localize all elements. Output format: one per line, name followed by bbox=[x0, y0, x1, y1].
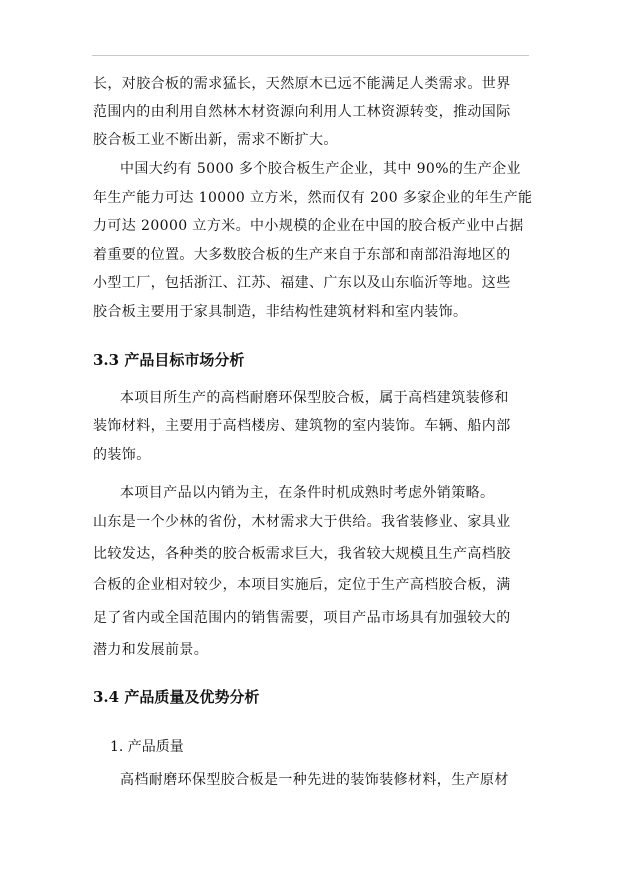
text-line: 年生产能力可达 10000 立方米，然而仅有 200 多家企业的年生产能 bbox=[93, 190, 533, 206]
text-line: 着重要的位置。大多数胶合板的生产来自于东部和南部沿海地区的 bbox=[93, 247, 511, 263]
text-line: 本项目产品以内销为主，在条件时机成熟时考虑外销策略。 bbox=[120, 485, 495, 501]
section-heading-3-4: 3.4 产品质量及优势分析 bbox=[93, 688, 260, 706]
text-line: 长，对胶合板的需求猛长，天然原木已远不能满足人类需求。世界 bbox=[93, 76, 511, 92]
text-line: 范围内的由利用自然林木材资源向利用人工林资源转变，推动国际 bbox=[93, 104, 511, 120]
text-line: 山东是一个少林的省份，木材需求大于供给。我省装修业、家具业 bbox=[93, 514, 511, 530]
text-line: 比较发达，各种类的胶合板需求巨大，我省较大规模且生产高档胶 bbox=[93, 546, 511, 562]
header-rule bbox=[92, 55, 529, 56]
text-line: 的装饰。 bbox=[93, 447, 151, 463]
text-line: 力可达 20000 立方米。中小规模的企业在中国的胶合板产业中占据 bbox=[93, 218, 524, 234]
text-line: 潜力和发展前景。 bbox=[93, 642, 209, 658]
text-line: 本项目所生产的高档耐磨环保型胶合板，属于高档建筑装修和 bbox=[120, 390, 509, 406]
text-line: 中国大约有 5000 多个胶合板生产企业，其中 90%的生产企业 bbox=[120, 161, 521, 177]
text-line: 小型工厂，包括浙江、江苏、福建、广东以及山东临沂等地。这些 bbox=[93, 275, 511, 291]
text-line: 胶合板主要用于家具制造，非结构性建筑材料和室内装饰。 bbox=[93, 304, 468, 320]
section-heading-3-3: 3.3 产品目标市场分析 bbox=[93, 351, 245, 369]
text-line: 足了省内或全国范围内的销售需要，项目产品市场具有加强较大的 bbox=[93, 610, 511, 626]
text-line: 合板的企业相对较少，本项目实施后，定位于生产高档胶合板，满 bbox=[93, 577, 511, 593]
text-line: 装饰材料，主要用于高档楼房、建筑物的室内装饰。车辆、船内部 bbox=[93, 418, 511, 434]
text-line: 高档耐磨环保型胶合板是一种先进的装饰装修材料，生产原材 bbox=[120, 772, 509, 788]
subsection-heading-1: 1. 产品质量 bbox=[110, 739, 184, 755]
text-line: 胶合板工业不断出新，需求不断扩大。 bbox=[93, 132, 338, 148]
